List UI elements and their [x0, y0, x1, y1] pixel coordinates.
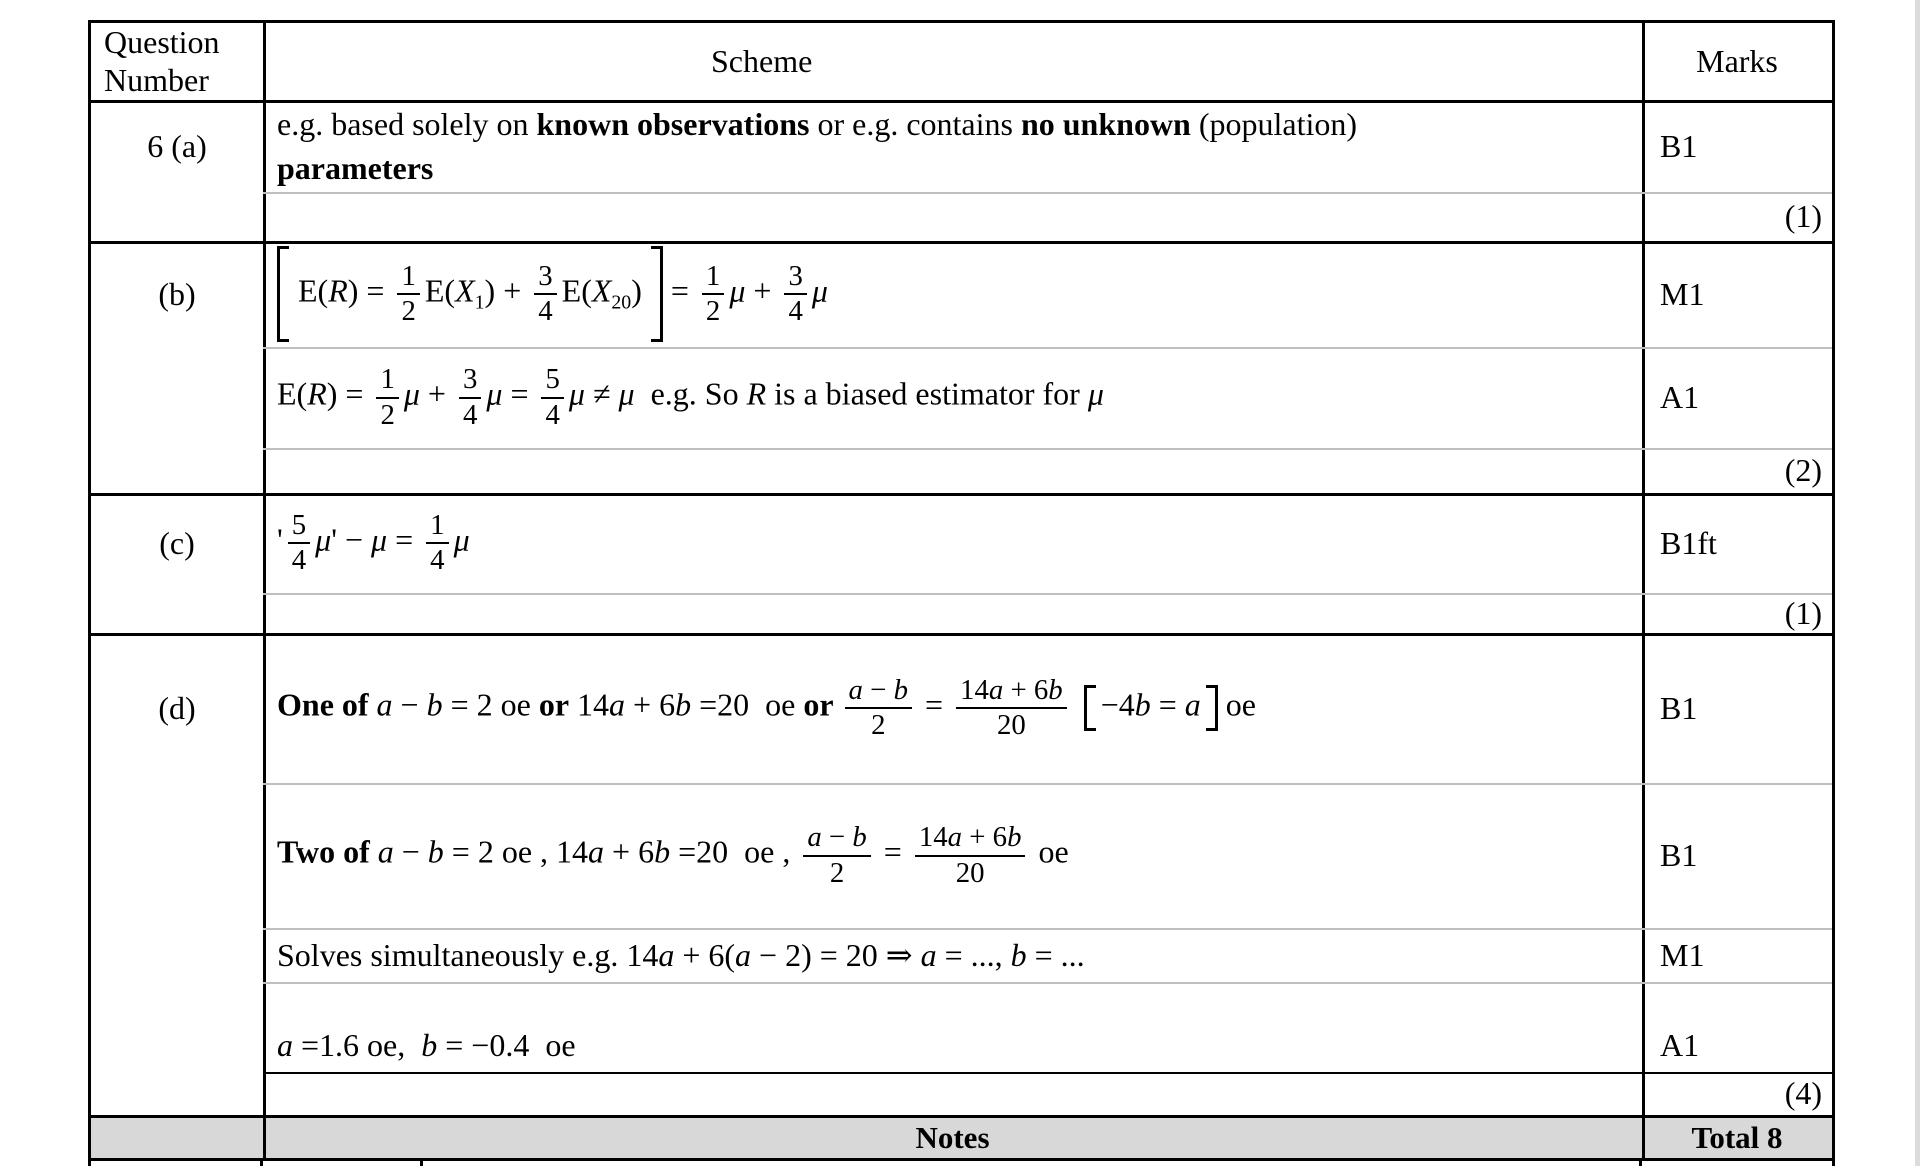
- question-number-header: Question Number: [104, 23, 220, 98]
- mark-label: A1: [1660, 1026, 1700, 1063]
- mark-label: B1: [1660, 127, 1698, 164]
- scheme-text: Solves simultaneously e.g. 14a + 6(a − 2) = 20 ⇒ a = ..., b = ...: [277, 936, 1085, 973]
- row-divider: [263, 448, 1832, 450]
- question-label: (d): [158, 689, 196, 726]
- count-label: (2): [1784, 452, 1822, 489]
- marks-header: Marks: [1696, 43, 1778, 80]
- mark-label: B1: [1660, 837, 1698, 874]
- count-label: (4): [1784, 1075, 1822, 1112]
- notes-label: Notes: [915, 1120, 990, 1156]
- scheme-text: a =1.6 oe, b = −0.4 oe: [277, 1026, 576, 1063]
- question-label: 6 (a): [147, 127, 207, 164]
- scheme-line: [263, 347, 1642, 448]
- scheme-text: e.g. based solely on known observations or e.g. contains no unknown (population) parameters: [277, 105, 1366, 186]
- scheme-text: One of a − b = 2 oe or 14a + 6b =20 oe or $\frac{a - b}{2}$ = $\frac{14a + 6b}{20}$ −4b = a oe: [277, 673, 1256, 741]
- scheme-text: E(R) = $\frac{1}{2}$ μ + $\frac{3}{4}$ μ = $\frac{5}{4}$ μ ≠ μ e.g. So R is a biased estimator for μ: [277, 363, 1104, 431]
- scheme-line: [263, 493, 1642, 593]
- mark-label: A1: [1660, 379, 1700, 416]
- grid-line: [260, 1161, 263, 1166]
- scheme-line: [263, 928, 1642, 982]
- count-label: (1): [1784, 594, 1822, 631]
- grid-line: [1639, 1161, 1642, 1166]
- scheme-line: [263, 633, 1642, 783]
- count-label: (1): [1784, 198, 1822, 235]
- mark-label: B1: [1660, 689, 1698, 726]
- scheme-line: [263, 100, 1642, 192]
- scheme-text: Two of a − b = 2 oe , 14a + 6b =20 oe , $\frac{a - b}{2}$ = $\frac{14a + 6b}{20}$ oe: [277, 821, 1069, 889]
- page-edge-strip: [1915, 0, 1920, 1166]
- mark-scheme-table: [88, 20, 1835, 1161]
- mark-label: M1: [1660, 275, 1705, 312]
- row-divider: [263, 192, 1832, 194]
- grid-line: [263, 1072, 1832, 1074]
- scheme-text: E(R) = $\frac{1}{2}$ $E(X_1)$ + $\frac{3}{4}$ $E(X_{20})$ = $\frac{1}{2}$ μ + $\frac{3}{4}$ μ: [277, 246, 828, 342]
- scheme-line: [263, 982, 1642, 1072]
- grid-line: [1832, 1161, 1835, 1166]
- row-divider: [263, 593, 1832, 595]
- question-label: (b): [158, 275, 196, 312]
- scheme-header: Scheme: [711, 43, 813, 80]
- scheme-line: [263, 783, 1642, 928]
- mark-label: M1: [1660, 936, 1705, 973]
- grid-line: [420, 1161, 423, 1166]
- mark-label: B1ft: [1660, 524, 1717, 561]
- grid-line: [88, 1161, 91, 1166]
- total-label: Total 8: [1691, 1120, 1783, 1156]
- scheme-text: ' $\frac{5}{4}$ μ' − μ = $\frac{1}{4}$ μ: [277, 508, 470, 576]
- next-row-sliver: [88, 1161, 1835, 1166]
- question-label: (c): [159, 524, 195, 561]
- scheme-line: [263, 241, 1642, 347]
